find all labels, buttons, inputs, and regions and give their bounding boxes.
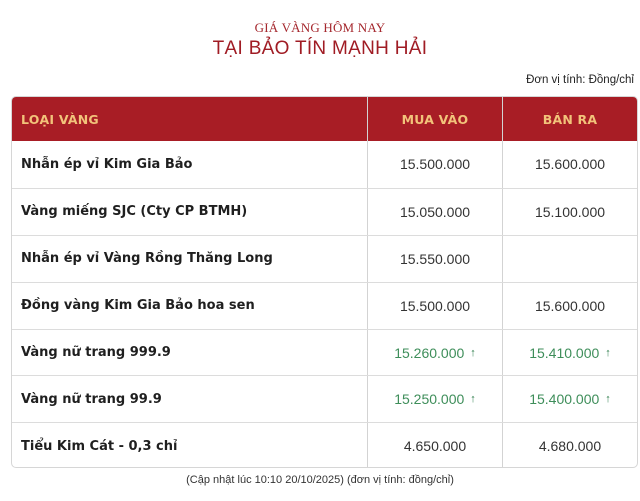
up-arrow-icon: ↑	[605, 393, 611, 406]
sell-price	[502, 423, 637, 468]
table-row	[12, 141, 637, 188]
gold-type: Tiểu Kim Cát - 0,3 chỉ	[21, 438, 178, 454]
gold-type: Vàng nữ trang 99.9	[21, 391, 162, 407]
buy-price	[367, 330, 502, 376]
sell-value: 15.100.000	[534, 203, 606, 220]
buy-price	[367, 283, 502, 329]
buy-price	[367, 376, 502, 422]
buy-price	[367, 189, 502, 235]
sell-value: 15.600.000	[534, 297, 606, 314]
sell-price	[502, 236, 637, 282]
table-row	[12, 235, 637, 282]
buy-value: 15.050.000	[399, 203, 471, 220]
up-arrow-icon: ↑	[470, 393, 476, 406]
table-row	[12, 329, 637, 376]
buy-price	[367, 141, 502, 188]
buy-price	[367, 423, 502, 468]
gold-type: Nhẫn ép vỉ Kim Gia Bảo	[21, 156, 193, 172]
sell-value: 15.400.000	[529, 391, 600, 408]
sell-price	[502, 141, 637, 188]
gold-price-table	[11, 96, 638, 468]
table-row	[12, 282, 637, 329]
gold-type: Vàng miếng SJC (Cty CP BTMH)	[21, 204, 248, 220]
up-arrow-icon: ↑	[470, 346, 476, 359]
sell-value: 15.600.000	[534, 156, 606, 173]
column-header-sell: BÁN RA	[502, 97, 637, 141]
page-subtitle: GIÁ VÀNG HÔM NAY	[254, 20, 386, 35]
gold-type: Vàng nữ trang 999.9	[21, 345, 171, 360]
page-title: TẠI BẢO TÍN MẠNH HẢI	[212, 38, 428, 59]
buy-value: 15.500.000	[399, 156, 471, 173]
sell-value: 4.680.000	[538, 438, 602, 455]
buy-value: 15.500.000	[399, 297, 471, 314]
up-arrow-icon: ↑	[605, 346, 611, 359]
table-row	[12, 422, 637, 468]
buy-value: 4.650.000	[403, 438, 467, 455]
sell-price	[502, 189, 637, 235]
sell-price	[502, 283, 637, 329]
table-row	[12, 188, 637, 235]
gold-type: Nhẫn ép vỉ Vàng Rồng Thăng Long	[21, 251, 273, 267]
update-note: (Cập nhật lúc 10:10 20/10/2025) (đơn vị tính: đồng/chỉ)	[186, 474, 454, 486]
buy-value: 15.550.000	[399, 250, 471, 267]
buy-price	[367, 236, 502, 282]
table-header	[12, 97, 637, 141]
column-header-type: LOẠI VÀNG	[21, 111, 99, 127]
buy-value: 15.250.000	[394, 391, 465, 408]
unit-label: Đơn vị tính: Đồng/chỉ	[526, 74, 634, 86]
sell-price	[502, 330, 637, 376]
column-header-buy: MUA VÀO	[367, 97, 502, 141]
buy-value: 15.260.000	[394, 344, 465, 361]
sell-price	[502, 376, 637, 422]
sell-value: 15.410.000	[529, 344, 600, 361]
gold-type: Đồng vàng Kim Gia Bảo hoa sen	[21, 298, 255, 314]
table-row	[12, 375, 637, 422]
